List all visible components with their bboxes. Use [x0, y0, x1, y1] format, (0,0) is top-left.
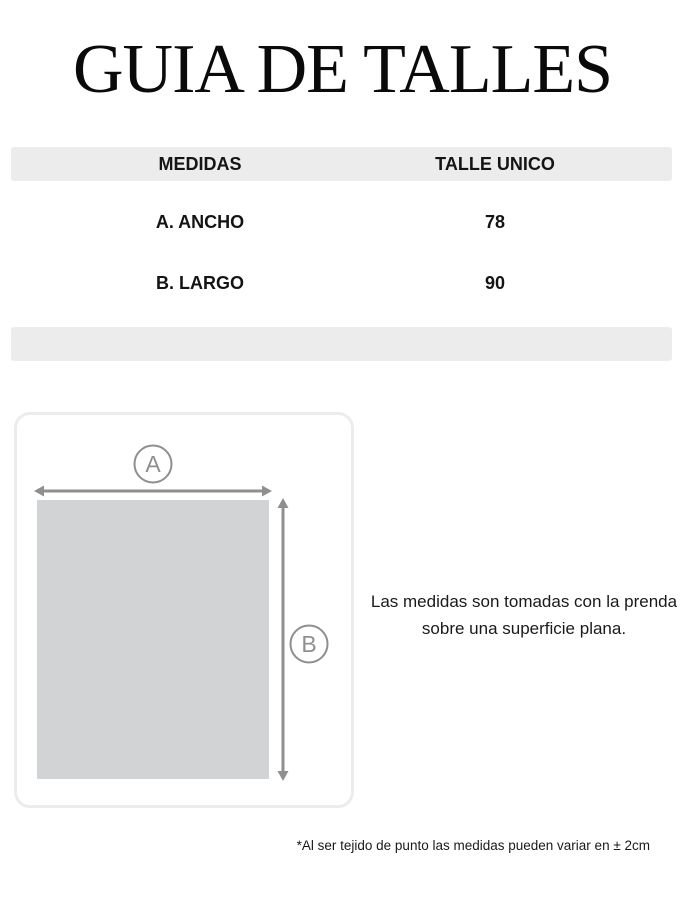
table-row-largo-value: 90 [484, 273, 506, 293]
measurement-note: Las medidas son tomadas con la prenda sobre una superficie plana. [370, 592, 678, 638]
column-header-medidas: MEDIDAS [158, 154, 242, 174]
label-b-text: B [301, 631, 317, 657]
table-row-ancho-value: 78 [484, 212, 506, 232]
width-arrow [34, 486, 272, 497]
length-arrow [278, 498, 289, 781]
column-header-talle-unico: TALLE UNICO [435, 154, 555, 174]
footnote: *Al ser tejido de punto las medidas pueden variar en ± 2cm [296, 838, 650, 853]
table-row-largo-label: B. LARGO [156, 273, 244, 293]
garment-shape [37, 500, 269, 779]
label-a-text: A [145, 451, 161, 477]
table-row-ancho-label: A. ANCHO [155, 212, 245, 232]
page-title: GUIA DE TALLES [72, 31, 613, 108]
